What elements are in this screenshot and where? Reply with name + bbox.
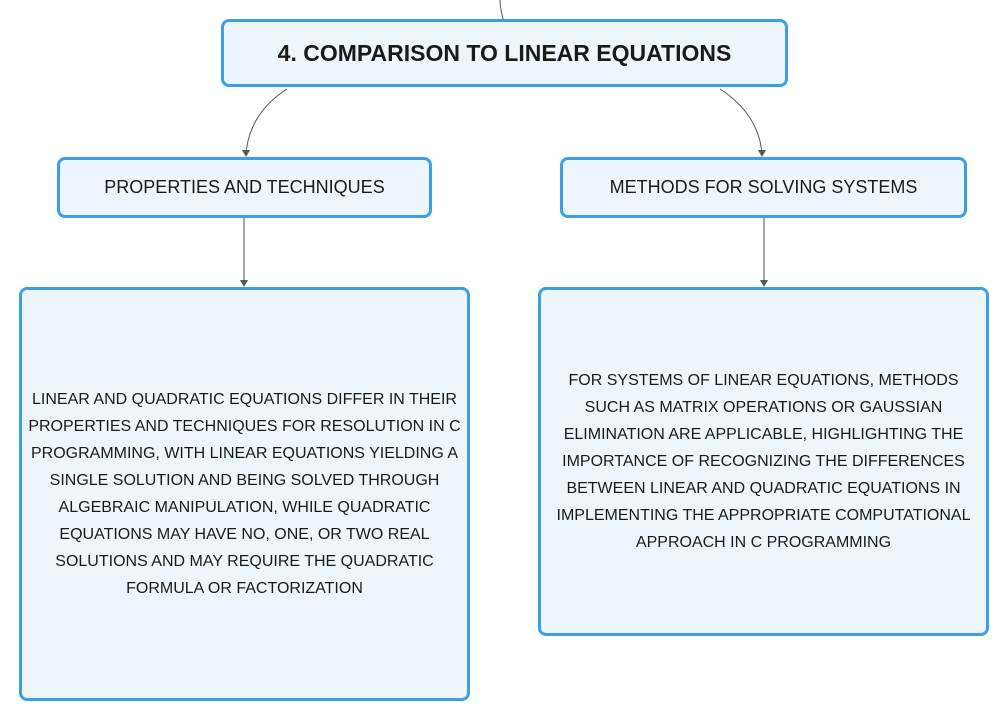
subtopic-node-properties[interactable]: [57, 157, 432, 218]
arrowhead-properties-detail: [240, 280, 248, 287]
arrowhead-methods-detail: [760, 280, 768, 287]
detail-node-methods[interactable]: [538, 287, 989, 636]
arrowhead-methods: [758, 150, 766, 157]
detail-text-methods: FOR SYSTEMS OF LINEAR EQUATIONS, METHODS SUCH AS MATRIX OPERATIONS OR GAUSSIAN ELIMINATION ARE APPLICABLE, HIGHLIGHTING THE IMPORTANCE OF RECOGNIZING THE DIFFERENCES BETWEEN LINEAR AND QUADRATIC EQUATIONS IN IMPLEMENTING THE APPROPRIATE COMPUTATIONAL APPROACH IN C PROGRAMMING: [556, 372, 971, 551]
connector-root-to-methods: [720, 89, 762, 156]
connector-from-parent: [500, 0, 503, 19]
subtopic-label-methods: METHODS FOR SOLVING SYSTEMS: [609, 177, 918, 197]
subtopic-node-methods[interactable]: [560, 157, 967, 218]
connector-root-to-properties: [246, 89, 287, 156]
root-topic-node[interactable]: [221, 19, 788, 87]
arrowhead-properties: [242, 150, 250, 157]
root-topic-label: 4. COMPARISON TO LINEAR EQUATIONS: [277, 39, 732, 66]
detail-text-properties: LINEAR AND QUADRATIC EQUATIONS DIFFER IN THEIR PROPERTIES AND TECHNIQUES FOR RESOLUTION IN C PROGRAMMING, WITH LINEAR EQUATIONS YIELDING A SINGLE SOLUTION AND BEING SOLVED THROUGH ALGEBRAIC MANIPULATION, WHILE QUADRATIC EQUATIONS MAY HAVE NO, ONE, OR TWO REAL SOLUTIONS AND MAY REQUIRE THE QUADRATIC FORMULA OR FACTORIZATION: [28, 391, 461, 597]
detail-node-properties[interactable]: [19, 287, 470, 701]
subtopic-label-properties: PROPERTIES AND TECHNIQUES: [104, 177, 385, 197]
